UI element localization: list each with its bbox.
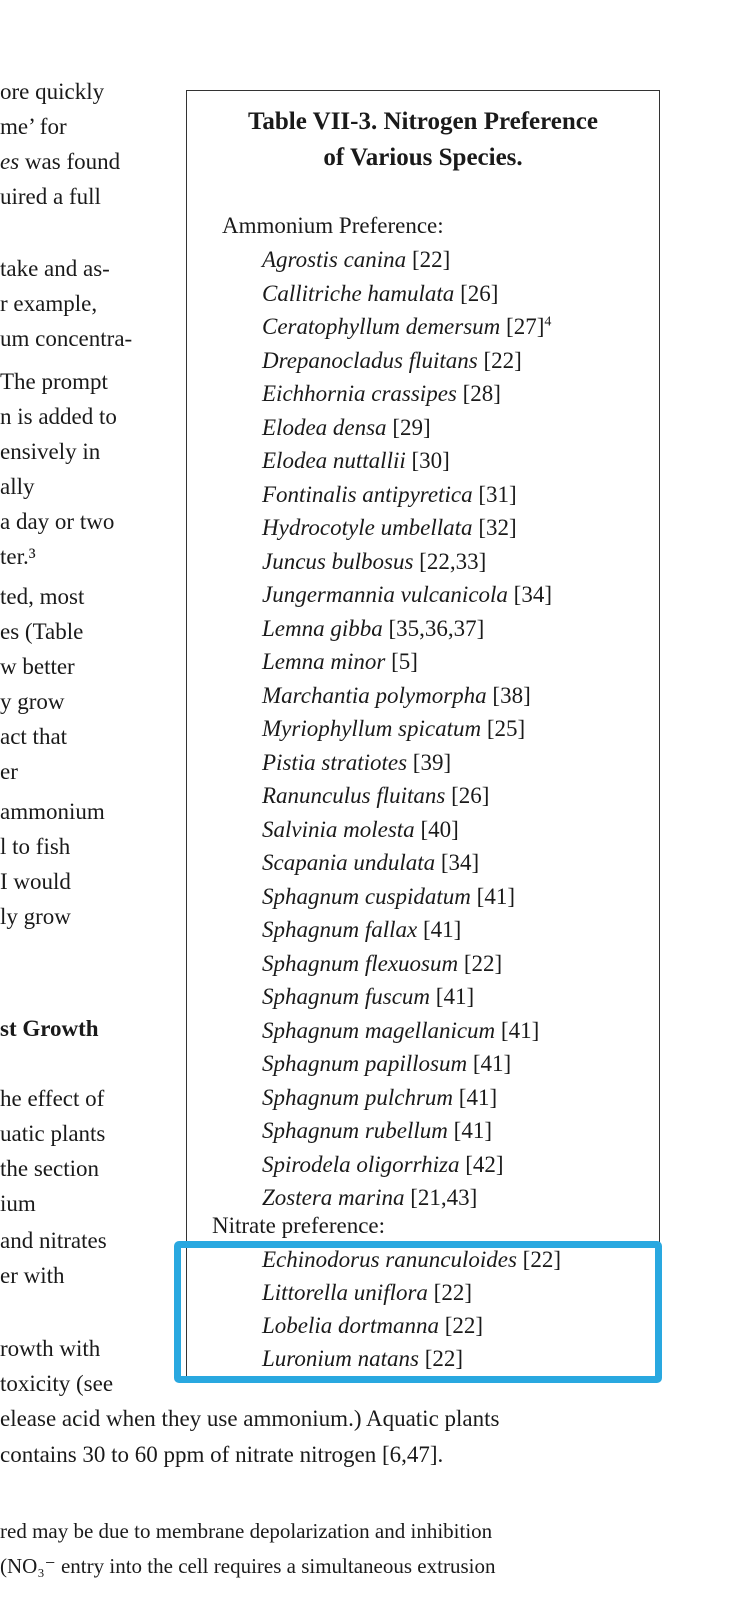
species-entry (262, 514, 517, 542)
left-text-line: w better (0, 654, 75, 679)
left-text-line: the section (0, 1156, 99, 1181)
species-entry (262, 749, 451, 777)
left-text-line: uatic plants (0, 1121, 106, 1146)
species-reference: [22] (418, 1346, 464, 1371)
species-entry (262, 414, 431, 442)
left-text-line: rowth with (0, 1336, 101, 1361)
species-name: Sphagnum rubellum (262, 1118, 448, 1143)
left-text-line: ammonium (0, 799, 105, 824)
left-text-line: and nitrates (0, 1228, 107, 1253)
species-name: Callitriche hamulata (262, 280, 455, 306)
species-name: Sphagnum fuscum (262, 984, 431, 1009)
species-reference: [29] (386, 414, 431, 440)
species-entry (262, 347, 522, 375)
left-text-line: ly grow (0, 904, 71, 929)
species-entry (262, 816, 459, 844)
species-name: Marchantia polymorpha (262, 682, 487, 708)
species-name: Sphagnum flexuosum (262, 950, 459, 976)
species-entry (262, 280, 498, 308)
species-name: Drepanocladus fluitans (262, 347, 478, 373)
species-entry (262, 715, 525, 743)
left-text-line: me’ for (0, 114, 67, 139)
species-name: Zostera marina (262, 1185, 405, 1210)
species-reference: [34] (435, 850, 480, 875)
species-name: Ranunculus fluitans (262, 783, 446, 808)
highlight-box (174, 1241, 662, 1383)
species-entry (262, 1184, 477, 1212)
species-entry (262, 916, 461, 944)
species-name: Lobelia dortmanna (262, 1313, 439, 1338)
species-reference: [32] (472, 515, 517, 540)
left-text-line: ally (0, 474, 35, 499)
left-text-line: r example, (0, 291, 98, 316)
footnote-line-1: red may be due to membrane depolarization and inhibition (0, 1519, 493, 1543)
species-entry (262, 380, 501, 408)
left-text-line: a day or two (0, 509, 115, 534)
left-text-line: ore quickly (0, 79, 105, 104)
left-text-line: es was found (0, 149, 121, 174)
species-reference: [34] (507, 582, 552, 607)
species-entry (262, 581, 552, 609)
species-reference: [41] (467, 1051, 512, 1076)
species-entry (262, 1050, 511, 1078)
species-reference: [21,43] (404, 1185, 478, 1210)
footnote-line-2: (NO₃⁻ entry into the cell requires a simultaneous extrusion (0, 1554, 496, 1578)
species-entry (262, 950, 502, 978)
species-entry (262, 481, 517, 509)
species-reference: [41] (417, 917, 462, 942)
bottom-line-1: elease acid when they use ammonium.) Aquatic plants (0, 1406, 500, 1431)
species-entry (262, 883, 515, 911)
species-reference: [41] (430, 984, 475, 1009)
species-reference: [26] (454, 280, 499, 306)
species-entry (262, 313, 551, 341)
species-name: Lemna minor (262, 649, 386, 674)
left-text-line: es (Table (0, 619, 84, 644)
species-reference: [27] (500, 314, 545, 339)
nitrate-heading: Nitrate preference: (212, 1213, 386, 1238)
species-name: Littorella uniflora (262, 1280, 428, 1305)
species-reference: [35,36,37] (382, 615, 485, 641)
species-name: Sphagnum magellanicum (262, 1017, 496, 1043)
species-name: Myriophyllum spicatum (262, 716, 482, 741)
species-name: Echinodorus ranunculoides (262, 1247, 517, 1272)
species-reference: [22] (516, 1247, 561, 1272)
species-entry (262, 1117, 492, 1145)
species-name: Sphagnum cuspidatum (262, 883, 471, 909)
left-text-line: he effect of (0, 1086, 105, 1111)
left-text-line: er with (0, 1263, 65, 1288)
species-entry (262, 648, 418, 676)
left-text-line: st Growth (0, 1016, 99, 1041)
species-reference: [22] (427, 1280, 472, 1305)
species-name: Pistia stratiotes (262, 749, 408, 775)
species-name: Eichhornia crassipes (262, 381, 457, 406)
species-name: Fontinalis antipyretica (262, 481, 473, 507)
species-reference: [38] (486, 682, 531, 708)
species-entry (262, 246, 450, 274)
species-name: Elodea densa (262, 414, 387, 440)
species-reference: [39] (407, 749, 452, 775)
species-name: Ceratophyllum demersum (262, 314, 501, 339)
species-entry (262, 548, 486, 576)
species-entry (262, 849, 479, 877)
species-entry (262, 1017, 539, 1045)
species-reference: [42] (459, 1151, 504, 1177)
species-reference: [22] (458, 950, 503, 976)
table-title-line-1: Table VII-3. Nitrogen Preference (248, 108, 598, 135)
species-reference: [26] (445, 783, 490, 808)
left-text-line: n is added to (0, 404, 117, 429)
species-reference: [40] (414, 816, 459, 842)
species-name: Lemna gibba (262, 615, 383, 641)
table-title-line-2: of Various Species. (323, 144, 523, 171)
species-name: Spirodela oligorrhiza (262, 1151, 460, 1177)
species-entry (262, 682, 531, 710)
species-name: Luronium natans (262, 1346, 419, 1371)
species-name: Sphagnum papillosum (262, 1051, 468, 1076)
species-reference: [41] (470, 883, 515, 909)
species-name: Juncus bulbosus (262, 548, 414, 574)
left-text-line: The prompt (0, 369, 108, 394)
species-name: Salvinia molesta (262, 816, 415, 842)
ammonium-heading: Ammonium Preference: (222, 213, 444, 238)
left-text-line: ter.³ (0, 544, 36, 569)
species-reference: [22] (477, 347, 522, 373)
left-text-line: er (0, 759, 18, 784)
species-reference: [25] (481, 716, 526, 741)
left-text-line: ium (0, 1191, 36, 1216)
species-reference: [22,33] (413, 548, 487, 574)
species-entry (262, 1084, 497, 1112)
species-name: Sphagnum fallax (262, 917, 418, 942)
left-text-line: ted, most (0, 584, 85, 609)
species-reference: [31] (472, 481, 517, 507)
left-text-line: take and as- (0, 256, 110, 281)
left-text-line: uired a full (0, 184, 101, 209)
left-text-line: um concentra- (0, 326, 133, 351)
species-reference: [5] (385, 649, 418, 674)
species-entry (262, 983, 474, 1011)
species-name: Scapania undulata (262, 850, 436, 875)
species-reference: [22] (438, 1313, 484, 1338)
species-entry (262, 1151, 504, 1179)
species-reference: [22] (406, 247, 451, 272)
species-name: Hydrocotyle umbellata (262, 515, 473, 540)
species-name: Agrostis canina (262, 247, 407, 272)
bottom-line-2: contains 30 to 60 ppm of nitrate nitrogen [6,47]. (0, 1442, 444, 1467)
species-name: Jungermannia vulcanicola (262, 582, 508, 607)
left-text-line: toxicity (see (0, 1371, 114, 1396)
species-reference: [41] (495, 1017, 540, 1043)
species-name: Sphagnum pulchrum (262, 1084, 454, 1110)
species-reference: [41] (447, 1118, 492, 1143)
species-reference: [28] (456, 381, 501, 406)
species-name: Elodea nuttallii (262, 448, 406, 473)
species-reference: [41] (453, 1084, 498, 1110)
footnote-marker: 4 (544, 314, 552, 330)
species-entry (262, 782, 489, 810)
left-text-line: I would (0, 869, 71, 894)
left-text-line: l to fish (0, 834, 71, 859)
left-text-line: y grow (0, 689, 65, 714)
left-text-line: ensively in (0, 439, 101, 464)
species-entry (262, 615, 484, 643)
species-entry (262, 447, 450, 475)
species-reference: [30] (405, 448, 450, 473)
left-text-line: act that (0, 724, 68, 749)
